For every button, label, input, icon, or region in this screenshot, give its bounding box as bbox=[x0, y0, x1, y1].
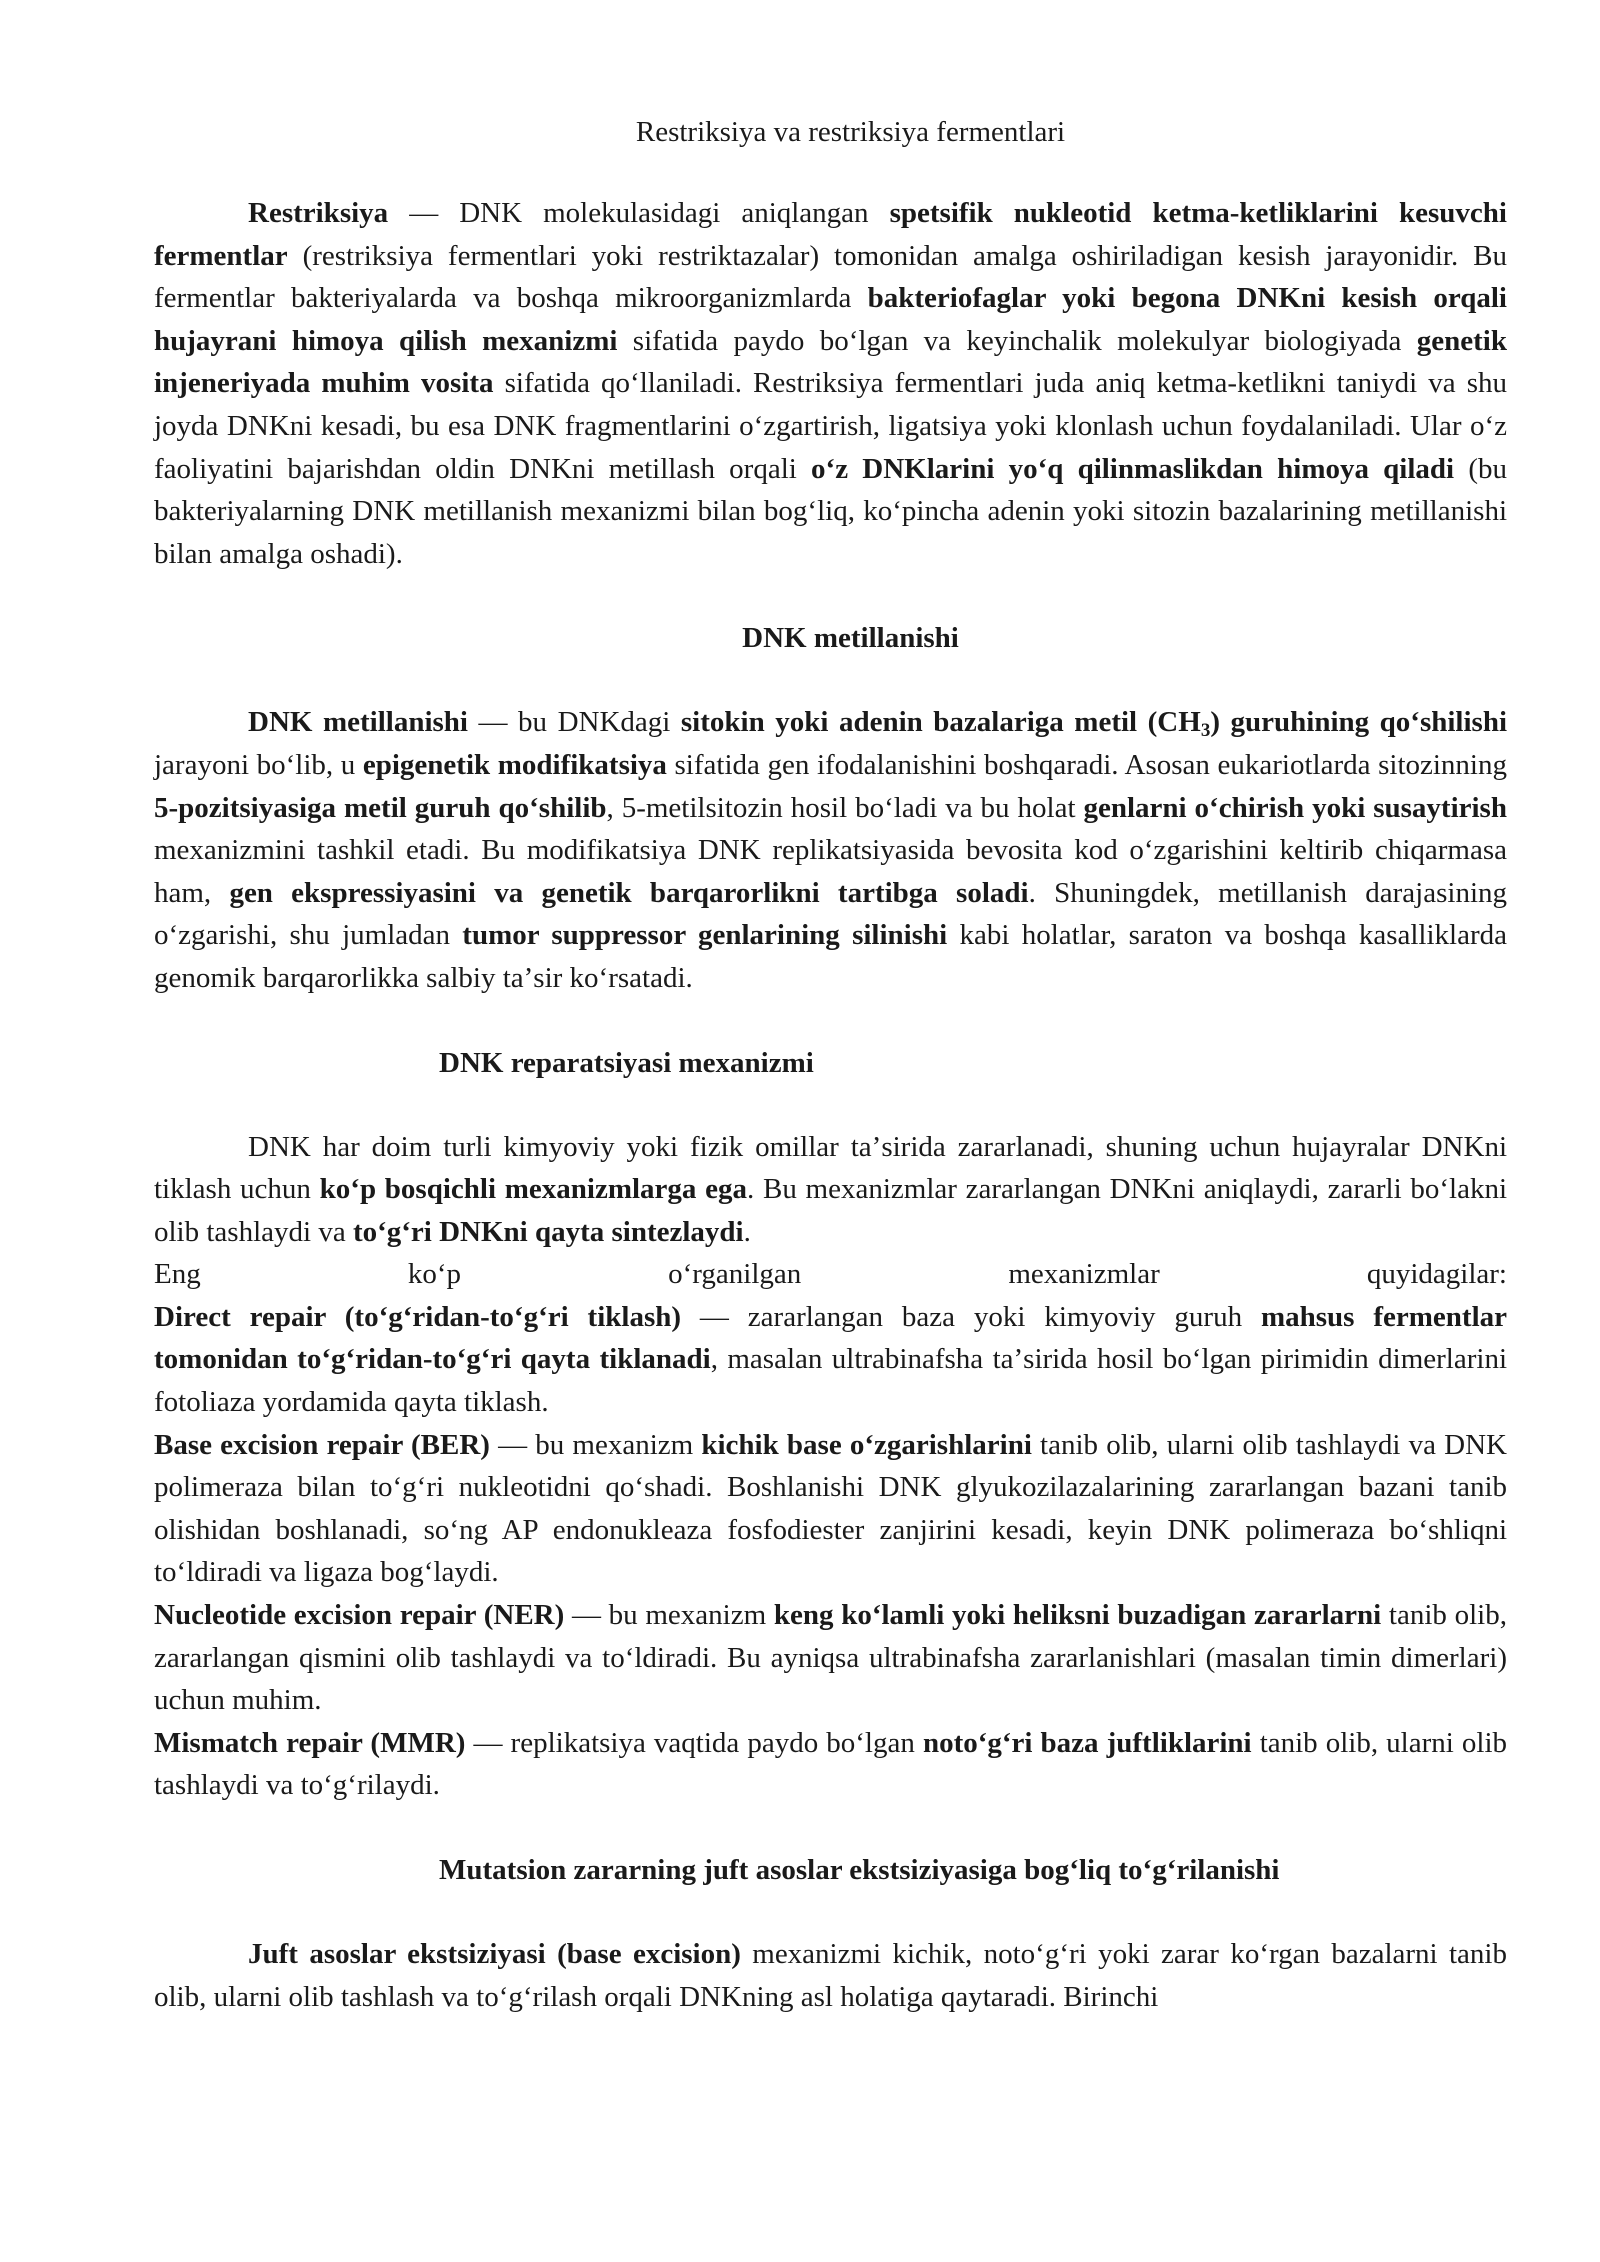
text-run: . bbox=[743, 1215, 751, 1248]
bold-text-run: epigenetik modifikatsiya bbox=[362, 748, 667, 781]
ner-paragraph bbox=[154, 1594, 1507, 1722]
text-run: tanib olib, ularni olib tashlaydi va toʻgʻrilaydi. bbox=[154, 1726, 1508, 1802]
text-run: jarayoni boʻlib, u bbox=[154, 748, 363, 781]
mmr-paragraph bbox=[154, 1722, 1507, 1807]
text-run: . Bu mexanizmlar zararlangan DNKni aniqlaydi, zararli boʻlakni olib tashlaydi va bbox=[154, 1173, 1507, 1248]
bold-text-run: keng koʻlamli yoki heliksni buzadigan zararlarni bbox=[773, 1599, 1382, 1632]
bold-text-run: genetik injeneriyada muhim vosita bbox=[154, 324, 1507, 400]
bold-text-run: ) guruhining qoʻshilishi bbox=[1210, 706, 1507, 739]
bold-text-run: Juft asoslar ekstsiziyasi (base excision) bbox=[248, 1938, 741, 1970]
text-run: , 5-metilsitozin hosil boʻladi va bu holat bbox=[606, 791, 1084, 824]
text-run: . Shuningdek, metillanish darajasining oʻzgarishi, shu jumladan bbox=[154, 876, 1507, 952]
text-run: DNK har doim turli kimyoviy yoki fizik omillar taʼsirida zararlanadi, shuning uchun hujayralar DNKni tiklash uchun bbox=[154, 1130, 1507, 1206]
repair-intro-tail: Eng koʻp oʻrganilgan mexanizmlar quyidagilar: bbox=[154, 1258, 1507, 1291]
text-run: (restriksiya fermentlari yoki restriktazalar) tomonidan amalga oshiriladigan kesish jarayonidir. Bu fermentlar bakteriyalarda va boshqa mikroorganizmlarda bbox=[154, 239, 1507, 315]
text-run: sifatida qoʻllaniladi. Restriksiya fermentlari juda aniq ketma-ketlikni taniydi va shu joyda DNKni kesadi, bu esa DNK fragmentlarini oʻzgartirish, ligatsiya yoki klonlash uchun foydalaniladi. Ular oʻz faoliyatini bajarishdan oldin DNKni metillash orqali bbox=[154, 367, 1507, 485]
text-run: kabi holatlar, saraton va boshqa kasalliklarda genomik barqarorlikka salbiy taʼsir koʻrsatadi. bbox=[154, 919, 1507, 994]
methylation-heading: DNK metillanishi bbox=[742, 622, 959, 655]
direct-repair-paragraph bbox=[154, 1296, 1507, 1424]
bold-text-run: Nucleotide excision repair (NER) bbox=[154, 1599, 565, 1632]
document-page bbox=[154, 112, 1507, 2018]
bold-text-run: kichik base oʻzgarishlarini bbox=[701, 1428, 1032, 1461]
text-run: (bu bakteriyalarning DNK metillanish mexanizmi bilan bogʻliq, koʻpincha adenin yoki sitozin bazalarining metillanishi bilan amalga oshadi). bbox=[154, 452, 1507, 570]
bold-text-run: DNK metillanishi bbox=[248, 706, 468, 739]
bold-text-run: gen ekspressiyasini va genetik barqarorlikni tartibga soladi bbox=[229, 876, 1029, 909]
text-run: mexanizmi kichik, notoʻgʻri yoki zarar koʻrgan bazalarni tanib olib, ularni olib tashlash va toʻgʻrilash orqali DNKning asl holatiga qaytaradi. Birinchi bbox=[154, 1938, 1507, 2013]
bold-text-run: oʻz DNKlarini yoʻq qilinmaslikdan himoya qiladi bbox=[811, 452, 1455, 485]
bold-text-run: tumor suppressor genlarining silinishi bbox=[462, 919, 948, 952]
text-run: — DNK molekulasidagi aniqlangan bbox=[388, 197, 890, 229]
base-excision-heading: Mutatsion zararning juft asoslar ekstsiziyasiga bogʻliq toʻgʻrilanishi bbox=[439, 1854, 1280, 1886]
methylation-paragraph bbox=[154, 701, 1507, 999]
ber-paragraph bbox=[154, 1424, 1507, 1594]
bold-text-run: Base excision repair (BER) bbox=[154, 1428, 490, 1461]
bold-text-run: toʻgʻri DNKni qayta sintezlaydi bbox=[352, 1215, 744, 1248]
repair-intro-paragraph bbox=[154, 1126, 1507, 1254]
text-run: — bu mexanizm bbox=[564, 1599, 774, 1632]
bold-text-run: Mismatch repair (MMR) bbox=[154, 1726, 466, 1759]
text-run: — zararlangan baza yoki kimyoviy guruh bbox=[681, 1300, 1261, 1333]
bold-text-run: sitokin yoki adenin bazalariga metil (CH bbox=[680, 706, 1201, 739]
text-run: mexanizmini tashkil etadi. Bu modifikatsiya DNK replikatsiyasida bevosita kod oʻzgarishini keltirib chiqarmasa ham, bbox=[154, 834, 1507, 909]
text-run: — bu mexanizm bbox=[489, 1428, 702, 1461]
bold-text-run: bakteriofaglar yoki begona DNKni kesish orqali hujayrani himoya qilish mexanizmi bbox=[154, 282, 1507, 357]
text-run: sifatida gen ifodalanishini boshqaradi. Asosan eukariotlarda sitozinning bbox=[666, 748, 1507, 781]
bold-text-run: Restriksiya bbox=[248, 197, 389, 229]
bold-text-run: 3 bbox=[1200, 720, 1211, 742]
bold-text-run: notoʻgʻri baza juftliklarini bbox=[922, 1726, 1252, 1759]
text-run: tanib olib, ularni olib tashlaydi va DNK polimeraza bilan toʻgʻri nukleotidni qoʻshadi. Boshlanishi DNK glyukozilazalarining zararlangan bazani tanib olishidan boshlanadi, soʻng AP endonukleaza fosfodiester zanjirini kesadi, keyin DNK polimeraza boʻshliqni toʻldiradi va ligaza bogʻlaydi. bbox=[154, 1428, 1507, 1589]
bold-text-run: 5-pozitsiyasiga metil guruh qoʻshilib bbox=[154, 791, 607, 824]
text-run: , masalan ultrabinafsha taʼsirida hosil boʻlgan pirimidin dimerlarini fotoliaza yordamida qayta tiklash. bbox=[154, 1343, 1507, 1419]
restriction-paragraph bbox=[154, 192, 1507, 575]
bold-text-run: koʻp bosqichli mexanizmlarga ega bbox=[319, 1173, 747, 1206]
bold-text-run: mahsus fermentlar tomonidan toʻgʻridan-toʻgʻri qayta tiklanadi bbox=[154, 1300, 1508, 1376]
base-excision-paragraph bbox=[154, 1933, 1507, 2018]
document-title: Restriksiya va restriksiya fermentlari bbox=[635, 116, 1066, 148]
bold-text-run: genlarni oʻchirish yoki susaytirish bbox=[1083, 791, 1507, 824]
bold-text-run: spetsifik nukleotid ketma-ketliklarini kesuvchi fermentlar bbox=[154, 197, 1507, 272]
text-run: sifatida paydo boʻlgan va keyinchalik molekulyar biologiyada bbox=[617, 324, 1417, 357]
text-run: — bu DNKdagi bbox=[468, 706, 681, 739]
text-run: tanib olib, zararlangan qismini olib tashlaydi va toʻldiradi. Bu ayniqsa ultrabinafsha zararlanishlari (masalan timin dimerlari) uchun muhim. bbox=[154, 1599, 1507, 1717]
bold-text-run: Direct repair (toʻgʻridan-toʻgʻri tiklash) bbox=[154, 1300, 682, 1333]
repair-heading: DNK reparatsiyasi mexanizmi bbox=[439, 1046, 814, 1079]
text-run: — replikatsiya vaqtida paydo boʻlgan bbox=[465, 1726, 923, 1759]
